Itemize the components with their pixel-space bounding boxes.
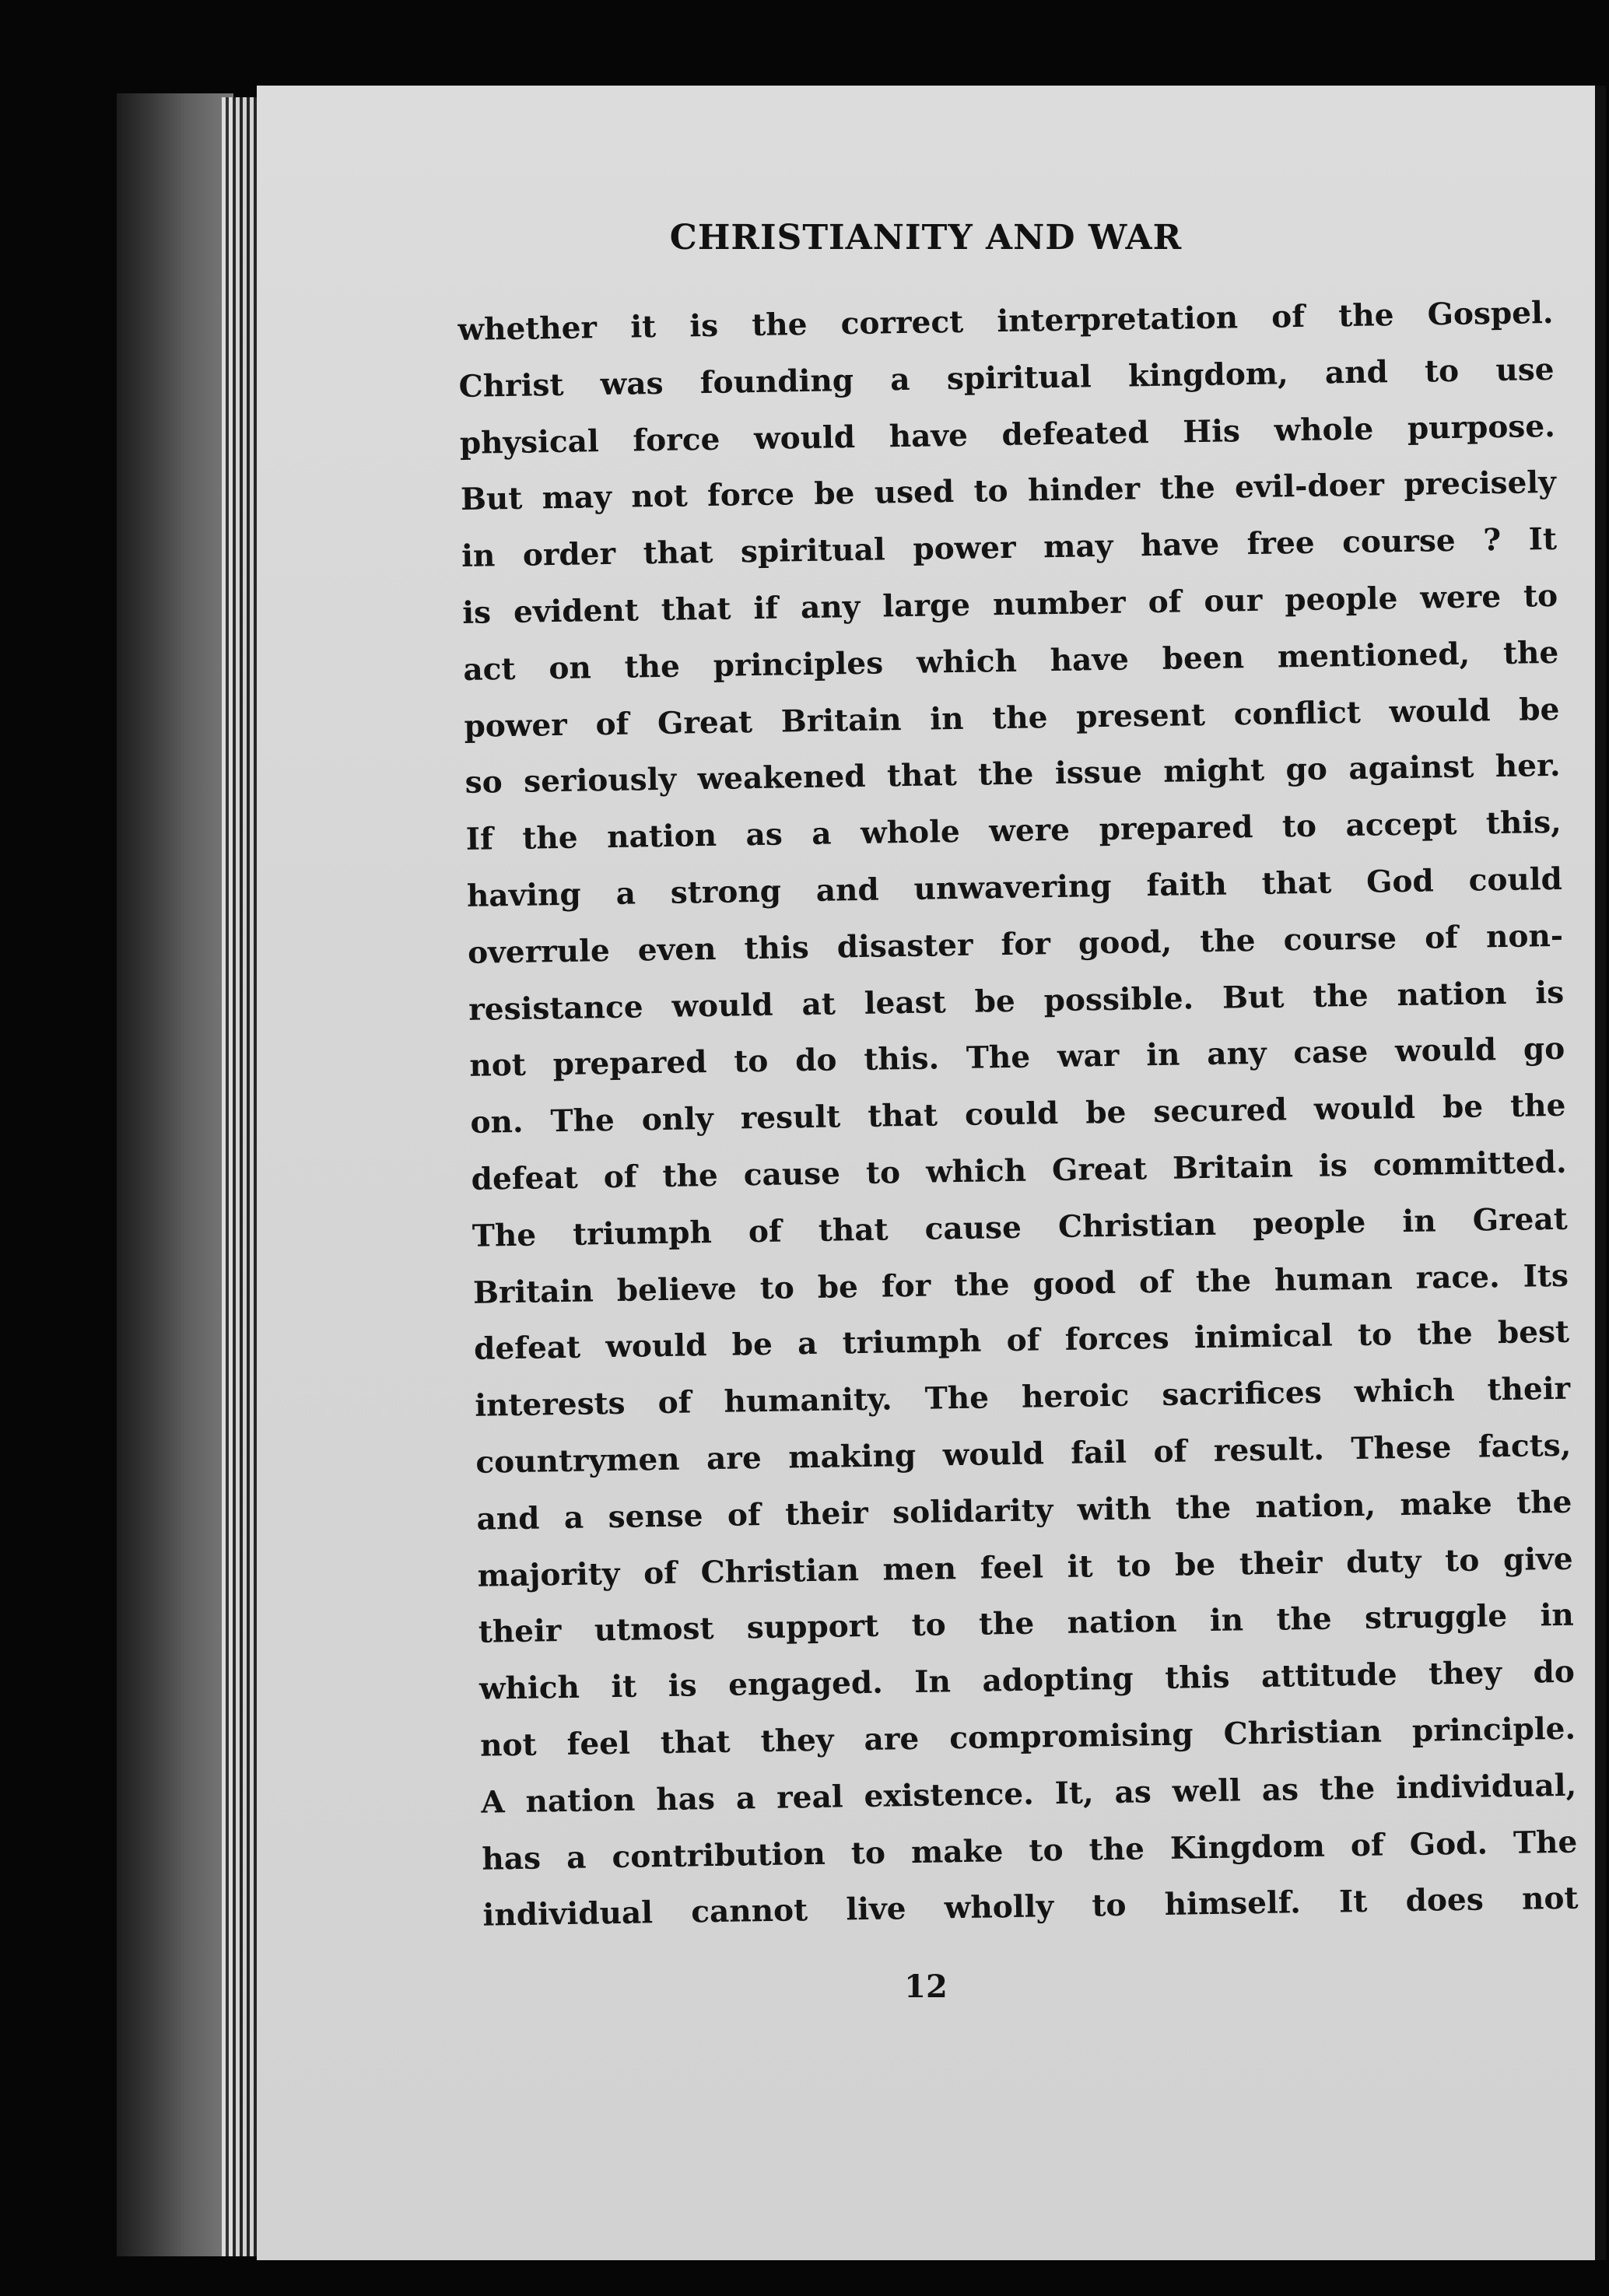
text-line: not feel that they are compromising Christian principle. bbox=[479, 1710, 1576, 1764]
text-line: which it is engaged. In adopting this attitude they do bbox=[478, 1653, 1576, 1707]
text-line: has a contribution to make to the Kingdom of God. The bbox=[482, 1824, 1578, 1877]
text-line: defeat of the cause to which Great Britain is committed. bbox=[471, 1144, 1567, 1197]
text-line: resistance would at least be possible. But the nation is bbox=[468, 974, 1565, 1028]
text-line: overrule even this disaster for good, the course of non- bbox=[467, 917, 1564, 971]
text-line: defeat would be a triumph of forces inimical to the best bbox=[473, 1314, 1570, 1368]
text-line: their utmost support to the nation in the struggle in bbox=[478, 1597, 1575, 1651]
running-head: CHRISTIANITY AND WAR bbox=[669, 218, 1183, 258]
text-line: power of Great Britain in the present conflict would be bbox=[464, 691, 1560, 745]
text-line: so seriously weakened that the issue might go against her. bbox=[464, 748, 1561, 801]
page-number: 12 bbox=[904, 1968, 948, 2005]
text-line: A nation has a real existence. It, as well as the individual, bbox=[480, 1767, 1577, 1821]
text-line: in order that spiritual power may have free course ? It bbox=[461, 521, 1558, 575]
text-line: is evident that if any large number of our people were to bbox=[461, 577, 1558, 631]
text-line: But may not force be used to hinder the evil-doer precisely bbox=[460, 464, 1557, 518]
text-line: Britain believe to be for the good of the human race. Its bbox=[472, 1257, 1569, 1311]
text-line: and a sense of their solidarity with the nation, make the bbox=[476, 1484, 1572, 1537]
text-line: act on the principles which have been mentioned, the bbox=[463, 634, 1559, 688]
text-line: majority of Christian men feel it to be their duty to give bbox=[477, 1541, 1573, 1594]
text-line: The triumph of that cause Christian people in Great bbox=[471, 1201, 1569, 1254]
book-spine-shadow bbox=[117, 93, 233, 2256]
text-line: having a strong and unwavering faith that God could bbox=[466, 861, 1563, 914]
text-line: interests of humanity. The heroic sacrifices which their bbox=[474, 1370, 1571, 1424]
book-page bbox=[257, 86, 1606, 2260]
text-line: not prepared to do this. The war in any case would go bbox=[469, 1031, 1565, 1085]
text-line: physical force would have defeated His whole purpose. bbox=[459, 408, 1556, 461]
text-line: on. The only result that could be secured would be the bbox=[470, 1087, 1566, 1141]
text-line: individual cannot live wholly to himself. It does not bbox=[482, 1880, 1579, 1934]
text-line: whether it is the correct interpretation of the Gospel. bbox=[457, 294, 1554, 348]
text-line: countrymen are making would fail of result. These facts, bbox=[475, 1427, 1572, 1481]
text-line: Christ was founding a spiritual kingdom, and to use bbox=[458, 351, 1555, 405]
text-line: If the nation as a whole were prepared to accept this, bbox=[465, 804, 1562, 858]
body-text bbox=[457, 285, 1579, 1944]
